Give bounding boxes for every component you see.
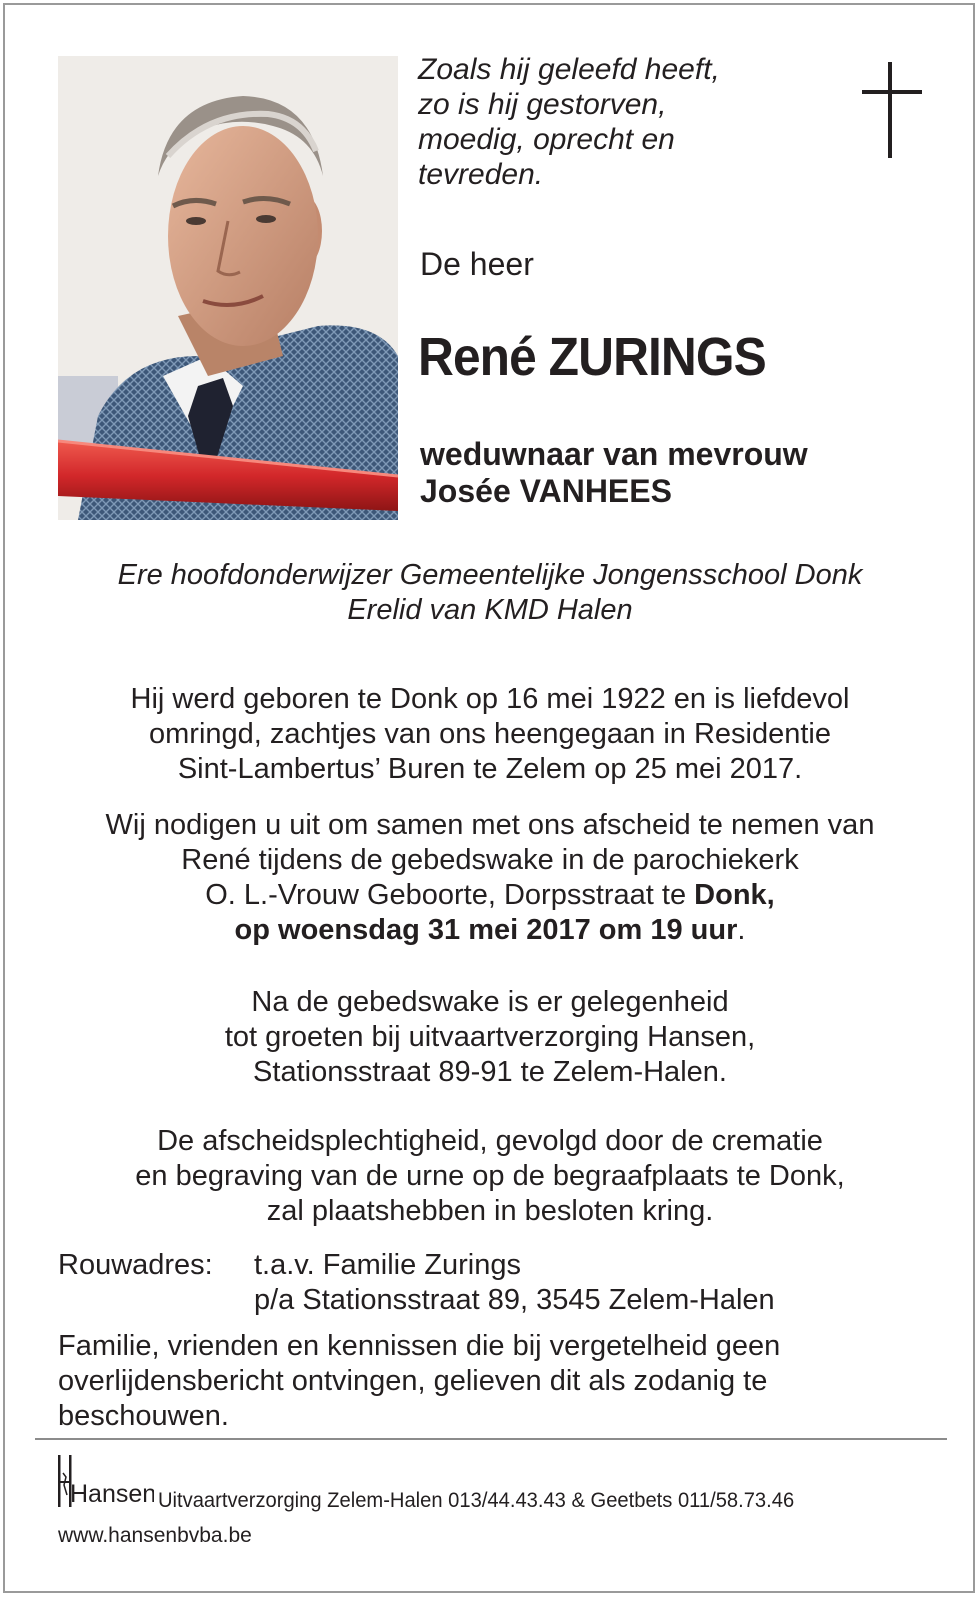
- cross-icon: [862, 62, 922, 158]
- footer-divider: [35, 1438, 947, 1440]
- birth-death-line-1: Hij werd geboren te Donk op 16 mei 1922 en is liefdevol: [130, 683, 850, 715]
- wake-period: .: [737, 914, 746, 946]
- portrait-illustration: [58, 56, 398, 520]
- ceremony-line-1: De afscheidsplechtigheid, gevolgd door de crematie: [157, 1125, 823, 1157]
- wake-line-2: René tijdens de gebedswake in de parochiekerk: [181, 844, 799, 876]
- address-line-2: p/a Stationsstraat 89, 3545 Zelem-Halen: [254, 1284, 775, 1316]
- title-line-1: Ere hoofdonderwijzer Gemeentelijke Jongensschool Donk: [117, 559, 863, 591]
- greeting-line-3: Stationsstraat 89-91 te Zelem-Halen.: [253, 1056, 727, 1088]
- greeting-paragraph: [0, 985, 980, 1090]
- funeral-home-contact: Uitvaartverzorging Zelem-Halen 013/44.43.43 & Geetbets 011/58.73.46: [158, 1489, 795, 1512]
- logo-wordmark: Hansen: [70, 1480, 154, 1508]
- hansen-logo: [56, 1455, 154, 1517]
- wake-paragraph: [0, 808, 980, 948]
- notice-line-3: beschouwen.: [58, 1400, 229, 1432]
- wake-line-4: [0, 913, 980, 948]
- website-link[interactable]: www.hansenbvba.be: [58, 1524, 252, 1547]
- wake-line-3: [0, 878, 980, 913]
- birth-death-line-3: Sint-Lambertus’ Buren te Zelem op 25 mei 2017.: [177, 753, 803, 785]
- widower-of: [420, 436, 808, 510]
- address-label: Rouwadres:: [58, 1249, 213, 1281]
- notice-line-1: Familie, vrienden en kennissen die bij vergetelheid geen: [58, 1330, 781, 1362]
- wake-line-1: Wij nodigen u uit om samen met ons afscheid te nemen van: [105, 809, 875, 841]
- ceremony-line-2: en begraving van de urne op de begraafplaats te Donk,: [135, 1160, 845, 1192]
- spouse-name: Josée VANHEES: [420, 473, 672, 509]
- birth-death-line-2: omringd, zachtjes van ons heengegaan in Residentie: [149, 718, 831, 750]
- address-lines: [254, 1248, 775, 1318]
- wake-town: Donk,: [694, 879, 775, 911]
- ceremony-paragraph: [0, 1124, 980, 1229]
- wake-datetime: op woensdag 31 mei 2017 om 19 uur: [234, 914, 738, 946]
- title-line-2: Erelid van KMD Halen: [347, 594, 633, 626]
- memorial-poem: Zoals hij geleefd heeft, zo is hij gestorven, moedig, oprecht en tevreden.: [418, 53, 720, 191]
- ceremony-line-3: zal plaatshebben in besloten kring.: [266, 1195, 714, 1227]
- greeting-line-1: Na de gebedswake is er gelegenheid: [251, 986, 729, 1018]
- wake-location: O. L.-Vrouw Geboorte, Dorpsstraat te: [205, 879, 695, 911]
- birth-death-paragraph: [0, 682, 980, 787]
- notice-line-2: overlijdensbericht ontvingen, gelieven dit als zodanig te: [58, 1365, 768, 1397]
- portrait-photo: [58, 56, 398, 520]
- address-line-1: t.a.v. Familie Zurings: [254, 1249, 521, 1281]
- deceased-name: René ZURINGS: [418, 327, 766, 387]
- widower-line-1: weduwnaar van mevrouw: [420, 436, 808, 472]
- honorary-titles: [0, 558, 980, 628]
- notice-paragraph: [58, 1329, 878, 1434]
- greeting-line-2: tot groeten bij uitvaartverzorging Hansen,: [224, 1021, 756, 1053]
- salutation: De heer: [420, 246, 534, 282]
